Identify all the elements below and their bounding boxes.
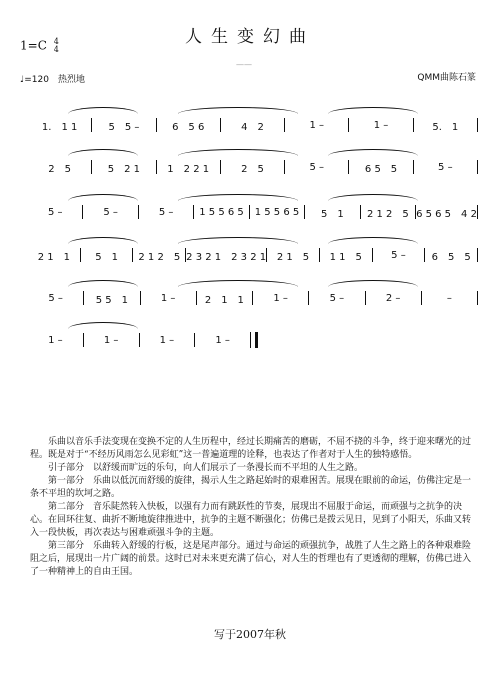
slur-mark bbox=[68, 149, 138, 156]
measure: 6 5 6 bbox=[172, 121, 205, 133]
slur-mark bbox=[328, 194, 418, 201]
composer-credit: QMM曲陈石篆 bbox=[417, 73, 476, 83]
measure: 2 1 1 bbox=[204, 294, 244, 306]
notation-row bbox=[28, 240, 478, 270]
final-barline bbox=[250, 332, 258, 348]
measure: 1 2 2 1 bbox=[167, 163, 210, 175]
measure: 1 – bbox=[309, 119, 325, 131]
measure: 6 5 5 bbox=[431, 251, 471, 263]
slur-mark bbox=[68, 194, 138, 201]
measure: 5 2 1 bbox=[107, 163, 141, 175]
slur-mark bbox=[68, 280, 138, 287]
measure: 5 5 – bbox=[108, 121, 140, 133]
measure: 5 – bbox=[391, 249, 406, 261]
measure: 5 1 bbox=[321, 208, 344, 220]
measure: 5. 1 bbox=[432, 121, 459, 133]
score-title: 人生变幻曲 bbox=[185, 27, 315, 47]
barline bbox=[477, 160, 478, 174]
measure: 1 5 5 6 5 bbox=[254, 206, 300, 218]
measure: 1 1 5 bbox=[329, 251, 362, 263]
measure: 5 – bbox=[103, 206, 118, 218]
measure: 1 – bbox=[373, 119, 389, 131]
measure: 5 – bbox=[329, 292, 345, 304]
measure: 5 5 1 bbox=[95, 294, 128, 306]
barline bbox=[477, 205, 478, 219]
slur-mark bbox=[328, 237, 418, 244]
notation-row bbox=[28, 110, 478, 140]
slur-mark bbox=[328, 107, 418, 114]
measure: 5 – bbox=[309, 161, 325, 173]
measure: 2 5 bbox=[241, 163, 264, 175]
measure: 2 5 bbox=[48, 163, 71, 175]
notation-row bbox=[28, 325, 478, 355]
measure: 2 1 2 5 bbox=[138, 251, 181, 263]
barline bbox=[477, 291, 478, 305]
measure: 2 1 1 bbox=[37, 251, 70, 263]
measure: 5 – bbox=[48, 292, 63, 304]
measure: 4 2 bbox=[241, 121, 264, 133]
barline bbox=[477, 118, 478, 132]
measure: 1. 1 1 bbox=[41, 121, 78, 133]
barline bbox=[477, 248, 478, 262]
measure: 2 3 2 1 2 3 2 1 bbox=[186, 251, 267, 263]
time-bottom: 4 bbox=[53, 45, 59, 54]
measure: 2 – bbox=[385, 292, 401, 304]
measure: 1 5 5 6 5 bbox=[199, 206, 244, 218]
slur-mark bbox=[68, 237, 138, 244]
essay-paragraph: 第三部分 乐曲转入舒缓的行板，这是尾声部分。通过与命运的顽强抗争，战胜了人生之路上的各种艰难险阻之后，展现出一片广阔的前景。这时已对未来更充满了信心，对人生的哲理也有了更透彻的理解，仿佛已进入了一种精神上的自由王国。 bbox=[30, 541, 472, 577]
measure: – bbox=[446, 292, 452, 304]
measure: 1 – bbox=[159, 334, 175, 346]
slur-mark bbox=[178, 194, 298, 201]
program-notes bbox=[30, 436, 478, 579]
slur-mark bbox=[178, 149, 298, 156]
small-mark: —— bbox=[236, 60, 252, 69]
essay-paragraph: 第二部分 音乐陡然转入快板，以强有力而有跳跃性的节奏，展现出不屈服于命运，而顽强与之抗争的决心。在回环往复、曲折不断地旋律推进中，抗争的主题不断强化；仿佛已是拨云见日，见到了小阳天，乐曲又转入一段快板，再次表达与困难顽强斗争的主题。 bbox=[30, 502, 472, 538]
time-signature bbox=[54, 38, 59, 54]
slur-mark bbox=[328, 149, 418, 156]
time-top: 4 bbox=[53, 37, 59, 46]
key-label: 1=C bbox=[20, 38, 47, 53]
slur-mark bbox=[178, 107, 298, 114]
slur-mark bbox=[178, 280, 298, 287]
slur-mark bbox=[178, 237, 298, 244]
notation-row bbox=[28, 152, 478, 182]
measure: 5 – bbox=[438, 161, 453, 173]
slur-mark bbox=[68, 322, 138, 329]
measure: 1 – bbox=[103, 334, 119, 346]
essay-paragraph: 第一部分 乐曲以低沉而舒缓的旋律，揭示人生之路起始时的艰难困苦。展现在眼前的命运，仿佛注定是一条不平坦的坎坷之路。 bbox=[30, 476, 472, 499]
measure: 2 1 5 bbox=[276, 251, 310, 263]
tempo-marking: ♩=120 热烈地 bbox=[20, 75, 85, 85]
measure: 1 – bbox=[273, 292, 288, 304]
measure: 5 – bbox=[158, 206, 174, 218]
composition-date: 写于2007年秋 bbox=[214, 628, 286, 641]
essay-paragraph: 引子部分 以舒缓而旷远的乐句，向人们展示了一条漫长而不平坦的人生之路。 bbox=[48, 463, 364, 473]
measure: 5 1 bbox=[95, 251, 118, 263]
essay-paragraph: 乐曲以音乐手法变现在变换不定的人生历程中，经过长期痛苦的磨砺，不屈不挠的斗争，终于迎来曙光的过程。既是对于“不经历风雨怎么见彩虹”这一普遍道理的诠释，也表达了作者对于人生的独特感悟。 bbox=[30, 437, 472, 460]
measure: 5 – bbox=[47, 206, 63, 218]
measure: 2 1 2 5 bbox=[366, 208, 409, 220]
measure: 6 5 6 5 4 2 bbox=[416, 208, 477, 220]
measure: 6 5 5 bbox=[364, 163, 398, 175]
notation-row bbox=[28, 197, 478, 227]
slur-mark bbox=[68, 107, 138, 114]
measure: 1 – bbox=[48, 334, 63, 346]
measure: 1 – bbox=[215, 334, 230, 346]
notation-row bbox=[28, 283, 478, 313]
measure: 1 – bbox=[160, 292, 176, 304]
key-signature bbox=[20, 38, 59, 54]
slur-mark bbox=[328, 280, 418, 287]
